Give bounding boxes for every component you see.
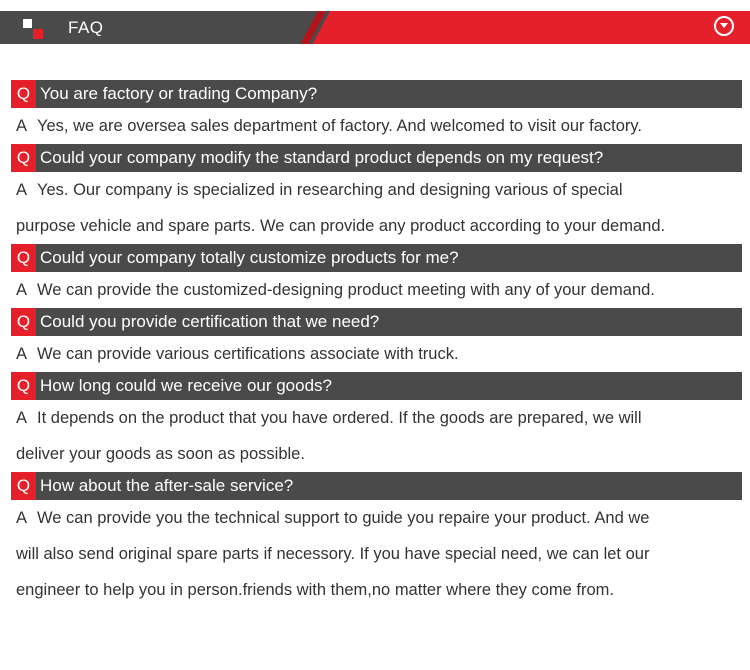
answer-text: We can provide you the technical support to guide you repaire your product. And we [37, 509, 650, 527]
logo-squares-icon [23, 19, 45, 39]
faq-question [11, 372, 742, 400]
faq-answer-line [11, 336, 742, 372]
faq-answer-line [11, 572, 742, 608]
faq-question [11, 308, 742, 336]
question-badge: Q [11, 144, 36, 172]
logo-square-white [23, 19, 32, 28]
faq-answer-line [11, 108, 742, 144]
answer-text: will also send original spare parts if necessory. If you have special need, we can let our [16, 545, 650, 563]
faq-answer-line [11, 208, 742, 244]
question-text: Could your company modify the standard product depends on my request? [40, 148, 604, 167]
logo-square-red [33, 29, 43, 39]
question-badge: Q [11, 80, 36, 108]
answer-text: engineer to help you in person.friends with them,no matter where they come from. [16, 581, 614, 599]
answer-marker: A [16, 117, 28, 135]
collapse-toggle-button[interactable] [714, 16, 734, 36]
faq-question [11, 80, 742, 108]
header-accent-band [312, 11, 750, 44]
answer-marker: A [16, 181, 28, 199]
question-badge: Q [11, 372, 36, 400]
answer-text: purpose vehicle and spare parts. We can provide any product according to your demand. [16, 217, 666, 235]
faq-answer-line [11, 500, 742, 536]
faq-answer-line [11, 536, 742, 572]
answer-marker: A [16, 281, 28, 299]
chevron-down-icon [719, 22, 729, 30]
faq-list [11, 80, 742, 608]
question-text: You are factory or trading Company? [40, 84, 318, 103]
faq-answer-line [11, 272, 742, 308]
question-text: How about the after-sale service? [40, 476, 294, 495]
answer-text: We can provide the customized-designing product meeting with any of your demand. [37, 281, 655, 299]
question-text: Could you provide certification that we need? [40, 312, 380, 331]
faq-answer-line [11, 400, 742, 436]
faq-question [11, 244, 742, 272]
faq-question [11, 144, 742, 172]
question-text: Could your company totally customize products for me? [40, 248, 459, 267]
question-badge: Q [11, 244, 36, 272]
question-text: How long could we receive our goods? [40, 376, 333, 395]
faq-answer-line [11, 436, 742, 472]
question-badge: Q [11, 472, 36, 500]
page-title: FAQ [68, 18, 104, 37]
answer-marker: A [16, 345, 28, 363]
faq-question [11, 472, 742, 500]
faq-header [0, 11, 750, 44]
faq-answer-line [11, 172, 742, 208]
answer-text: deliver your goods as soon as possible. [16, 445, 305, 463]
answer-text: Yes, we are oversea sales department of factory. And welcomed to visit our factory. [37, 117, 643, 135]
answer-marker: A [16, 409, 28, 427]
question-badge: Q [11, 308, 36, 336]
answer-text: We can provide various certifications associate with truck. [37, 345, 459, 363]
answer-text: Yes. Our company is specialized in researching and designing various of special [37, 181, 623, 199]
answer-text: It depends on the product that you have ordered. If the goods are prepared, we will [37, 409, 642, 427]
answer-marker: A [16, 509, 28, 527]
